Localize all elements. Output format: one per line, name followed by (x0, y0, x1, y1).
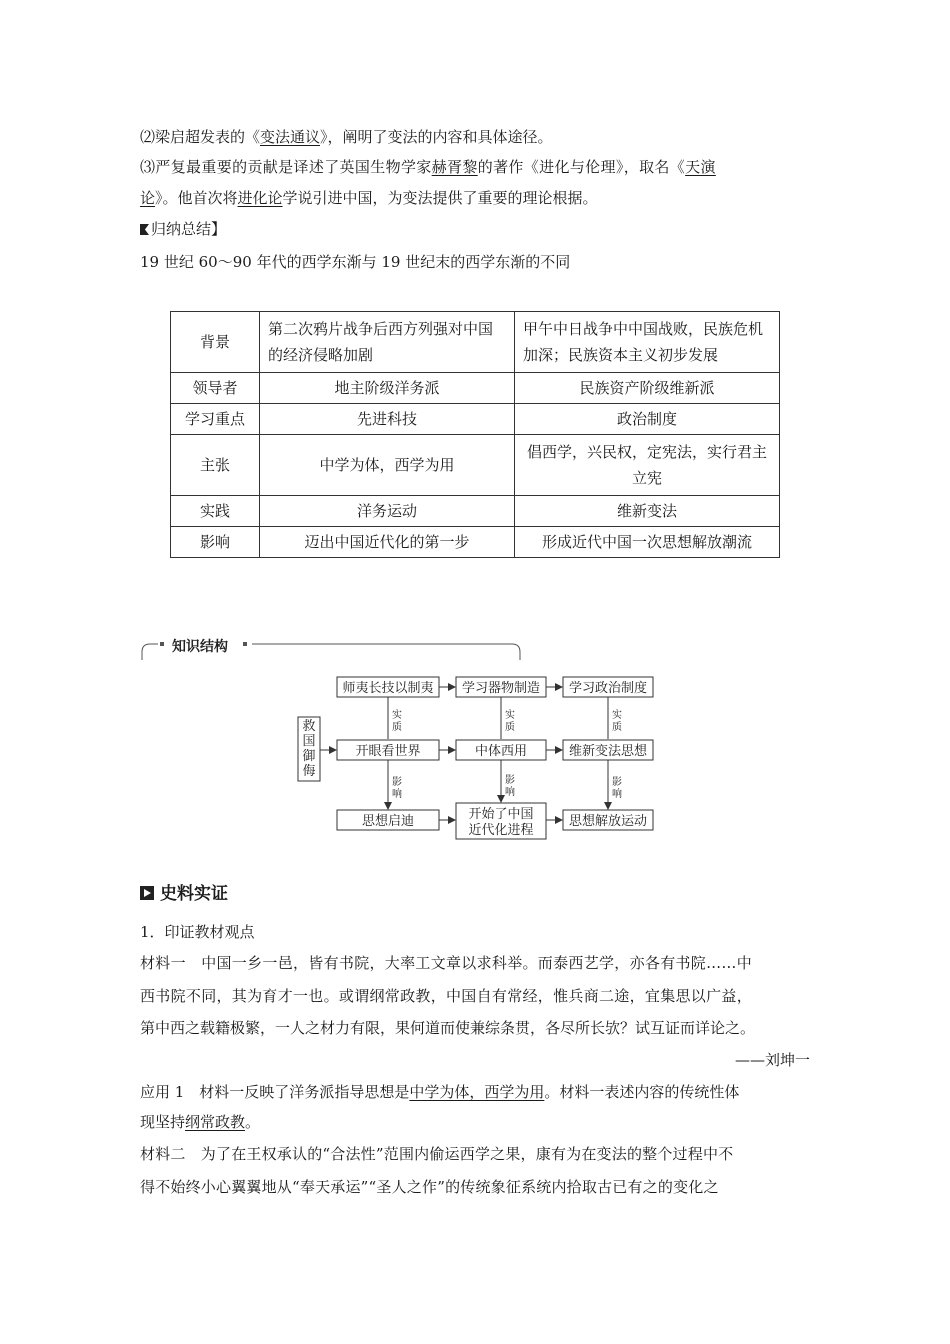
side-label-char: 救 (302, 719, 316, 734)
frame-dot (243, 642, 247, 646)
side-label-char: 国 (302, 734, 316, 749)
table-row (171, 435, 780, 496)
cell: 迈出中国近代化的第一步 (260, 527, 515, 558)
frame-line (252, 644, 520, 660)
cell: 第二次鸦片战争后西方列强对中国的经济侵略加剧 (260, 312, 515, 373)
table-row (171, 373, 780, 404)
text: 。 (245, 1113, 261, 1131)
material-2-line-1: 材料二 为了在王权承认的“合法性”范围内偷运西学之果，康有为在变法的整个过程中不 (140, 1145, 734, 1163)
underlined-term: 纲常政教 (185, 1113, 246, 1131)
cell: 甲午中日战争中中国战败，民族危机加深；民族资本主义初步发展 (515, 312, 780, 373)
material-1-line-3: 第中西之载籍极繁，一人之材力有限，果何道而使兼综条贯，各尽所长欤？试互证而详论之。 (140, 1019, 756, 1037)
side-label-char: 侮 (302, 764, 316, 779)
row-label: 领导者 (171, 373, 260, 404)
text: 应用 1 材料一反映了洋务派指导思想是 (140, 1083, 410, 1101)
label-shizhi: 实 (392, 710, 402, 721)
text: 现坚持 (140, 1113, 186, 1131)
box-label: 开始了中国 (468, 807, 534, 822)
row-label: 实践 (171, 496, 260, 527)
comparison-table (170, 311, 780, 558)
text: 史料实证 (160, 884, 228, 904)
table-row (171, 496, 780, 527)
cell: 洋务运动 (260, 496, 515, 527)
row-label: 主张 (171, 435, 260, 496)
material-1-source: ——刘坤一 (734, 1051, 810, 1069)
knowledge-structure-diagram (0, 630, 950, 860)
box-label: 思想启迪 (361, 814, 415, 829)
label-yingxiang: 响 (505, 787, 515, 798)
label-yingxiang: 影 (612, 777, 622, 788)
application-1 (140, 1082, 739, 1102)
cell: 先进科技 (260, 404, 515, 435)
text: 》，阐明了变法的内容和具体途径。 (320, 128, 553, 146)
para-3 (140, 157, 716, 177)
row-label: 学习重点 (171, 404, 260, 435)
label-shizhi: 质 (392, 722, 402, 733)
text: 归纳总结】 (151, 220, 227, 238)
cell: 形成近代中国一次思想解放潮流 (515, 527, 780, 558)
application-1-cont (140, 1112, 260, 1132)
box-label: 思想解放运动 (568, 814, 648, 829)
para-3-cont (140, 188, 598, 208)
item-1: 1．印证教材观点 (140, 923, 255, 941)
underlined-term: 论 (140, 189, 156, 207)
material-2-line-2: 得不始终小心翼翼地从“奉天承运”“圣人之作”的传统象征系统内拾取古已有之的变化之 (140, 1178, 719, 1196)
table-row (171, 404, 780, 435)
material-1-line-1: 材料一 中国一乡一邑，皆有书院，大率工文章以求科举。而泰西艺学，亦各有书院……中 (140, 954, 753, 972)
text: 学说引进中国，为变法提供了重要的理论根据。 (282, 189, 598, 207)
box-label: 开眼看世界 (355, 744, 421, 759)
underlined-term: 变法通议 (260, 128, 321, 146)
table-row (171, 312, 780, 373)
label-yingxiang: 影 (505, 775, 515, 786)
box-label: 学习政治制度 (568, 681, 648, 696)
box-label: 师夷长技以制夷 (342, 681, 434, 696)
label-shizhi: 质 (505, 722, 515, 733)
underlined-term: 天演 (685, 158, 716, 176)
text: 。材料一表述内容的传统性体 (544, 1083, 740, 1101)
cell: 政治制度 (515, 404, 780, 435)
section-heading (140, 879, 228, 904)
text: 》。他首次将 (155, 189, 238, 207)
structure-title: 知识结构 (172, 639, 228, 655)
label-yingxiang: 响 (612, 789, 622, 800)
label-yingxiang: 响 (392, 789, 402, 800)
label-shizhi: 质 (612, 722, 622, 733)
box-label: 学习器物制造 (461, 681, 541, 696)
frame-line (142, 644, 158, 660)
underlined-term: 进化论 (237, 189, 283, 207)
cell: 中学为体，西学为用 (260, 435, 515, 496)
row-label: 背景 (171, 312, 260, 373)
cell: 倡西学，兴民权，定宪法，实行君主立宪 (515, 435, 780, 496)
summary-subtitle: 19 世纪 60～90 年代的西学东渐与 19 世纪末的西学东渐的不同 (140, 253, 571, 271)
label-shizhi: 实 (612, 710, 622, 721)
box-label: 近代化进程 (468, 823, 534, 838)
text: ⑶严复最重要的贡献是译述了英国生物学家 (140, 158, 432, 176)
side-label-char: 御 (302, 749, 316, 764)
play-icon (140, 886, 154, 900)
cell: 地主阶级洋务派 (260, 373, 515, 404)
box-label: 维新变法思想 (568, 744, 648, 759)
table-row (171, 527, 780, 558)
underlined-term: 赫胥黎 (431, 158, 478, 176)
label-yingxiang: 影 (392, 777, 402, 788)
text: 的著作《进化与伦理》，取名《 (477, 158, 686, 176)
summary-title (140, 219, 226, 239)
text: ⑵梁启超发表的《 (140, 128, 261, 146)
para-2 (140, 127, 553, 147)
material-1-line-2: 西书院不同，其为育才一也。或谓纲常政教，中国自有常经，惟兵商二途，宜集思以广益， (140, 987, 753, 1005)
frame-dot (160, 642, 164, 646)
cell: 民族资产阶级维新派 (515, 373, 780, 404)
row-label: 影响 (171, 527, 260, 558)
underlined-term: 中学为体，西学为用 (409, 1083, 545, 1101)
label-shizhi: 实 (505, 710, 515, 721)
cell: 维新变法 (515, 496, 780, 527)
box-label: 中体西用 (474, 744, 528, 759)
bracket-icon (140, 224, 149, 235)
